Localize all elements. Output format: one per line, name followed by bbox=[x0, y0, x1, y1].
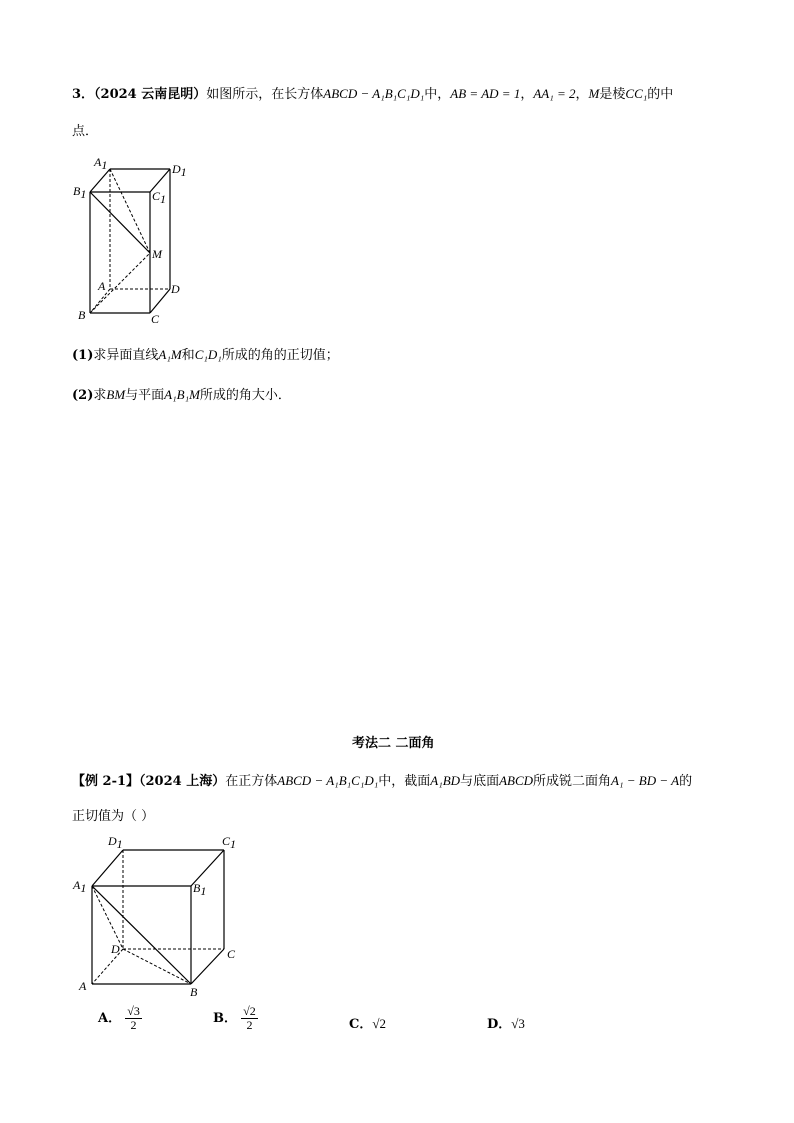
q3-text: ， bbox=[520, 87, 534, 102]
option-d[interactable] bbox=[487, 1013, 525, 1032]
label-d: D bbox=[171, 282, 180, 296]
ex-source: （2024 上海） bbox=[139, 774, 226, 789]
q3-text: 的中 bbox=[647, 87, 674, 102]
option-b-fraction: $\frac{√2}{2}$ bbox=[243, 1004, 256, 1032]
sub1-line-a1m: A₁M bbox=[158, 347, 182, 362]
sub1-line-c1d1: C₁D₁ bbox=[194, 347, 222, 362]
q3-edge: CC₁ bbox=[625, 86, 648, 101]
ex-text: 所成锐二面角 bbox=[533, 774, 612, 789]
q3-cond1: AB = AD = 1 bbox=[450, 86, 521, 101]
option-b[interactable] bbox=[213, 1005, 258, 1032]
label-a1: A1 bbox=[73, 878, 87, 895]
q3-text: 中， bbox=[424, 87, 451, 102]
label-a: A bbox=[98, 279, 106, 293]
label-b1: B1 bbox=[73, 184, 87, 201]
q3-text: 如图所示，在长方体 bbox=[206, 87, 324, 102]
q3-text: ， bbox=[575, 87, 589, 102]
ex-plane: A₁BD bbox=[430, 773, 461, 788]
option-c[interactable] bbox=[349, 1013, 386, 1032]
sub1-text: 所成的角的正切值； bbox=[221, 348, 339, 363]
label-m: M bbox=[152, 247, 162, 261]
sub2-plane: A₁B₁M bbox=[164, 387, 200, 402]
label-b: B bbox=[190, 985, 198, 999]
label-a1: A1 bbox=[94, 155, 108, 172]
ex-text: 在正方体 bbox=[225, 774, 278, 789]
label-b1: B1 bbox=[193, 881, 207, 898]
q3-source: （2024 云南昆明） bbox=[94, 87, 207, 102]
ex-line2: 正切值为（ ） bbox=[72, 809, 155, 824]
q3-solid: ABCD − A₁B₁C₁D₁ bbox=[323, 86, 425, 101]
ex-text: 的 bbox=[679, 774, 693, 789]
label-c: C bbox=[151, 312, 160, 326]
sub1-text: 求异面直线 bbox=[93, 348, 159, 363]
label-c1: C1 bbox=[152, 189, 167, 206]
label-b: B bbox=[78, 308, 86, 322]
sub2-text: 所成的角大小． bbox=[199, 388, 291, 403]
q3-number: 3． bbox=[72, 87, 95, 102]
sub1-text: 和 bbox=[181, 348, 195, 363]
label-c: C bbox=[227, 947, 236, 961]
ex-angle: A₁ − BD − A bbox=[611, 773, 680, 788]
q3-point-m: M bbox=[588, 86, 600, 101]
ex-text: 中，截面 bbox=[378, 774, 431, 789]
ex-solid: ABCD − A₁B₁C₁D₁ bbox=[277, 773, 379, 788]
label-c1: C1 bbox=[222, 834, 237, 851]
label-d1: D1 bbox=[172, 162, 187, 179]
option-a[interactable] bbox=[98, 1005, 142, 1032]
option-c-value: √2 bbox=[372, 1016, 386, 1031]
q3-cond2: AA₁ = 2 bbox=[533, 86, 576, 101]
option-a-fraction: $\frac{√3}{2}$ bbox=[127, 1004, 140, 1032]
sub2-text: 与平面 bbox=[125, 388, 165, 403]
sub2-line-bm: BM bbox=[106, 387, 126, 402]
q3-text: 是棱 bbox=[599, 87, 626, 102]
sub2-text: 求 bbox=[93, 388, 107, 403]
section-title: 考法二 二面角 bbox=[352, 736, 435, 751]
option-b-label: B． bbox=[213, 1011, 237, 1026]
ex-tag: 【例 2-1】 bbox=[72, 774, 140, 789]
sub1-label: (1) bbox=[72, 348, 94, 363]
option-d-value: √3 bbox=[511, 1016, 525, 1031]
option-d-label: D． bbox=[487, 1017, 512, 1032]
label-a: A bbox=[79, 979, 87, 993]
option-c-label: C． bbox=[349, 1017, 373, 1032]
ex-text: 与底面 bbox=[460, 774, 500, 789]
label-d: D bbox=[111, 942, 120, 956]
q3-line2: 点． bbox=[72, 124, 99, 139]
option-a-label: A． bbox=[98, 1011, 122, 1026]
label-d1: D1 bbox=[108, 834, 123, 851]
sub2-label: (2) bbox=[72, 388, 94, 403]
ex-base: ABCD bbox=[499, 773, 534, 788]
